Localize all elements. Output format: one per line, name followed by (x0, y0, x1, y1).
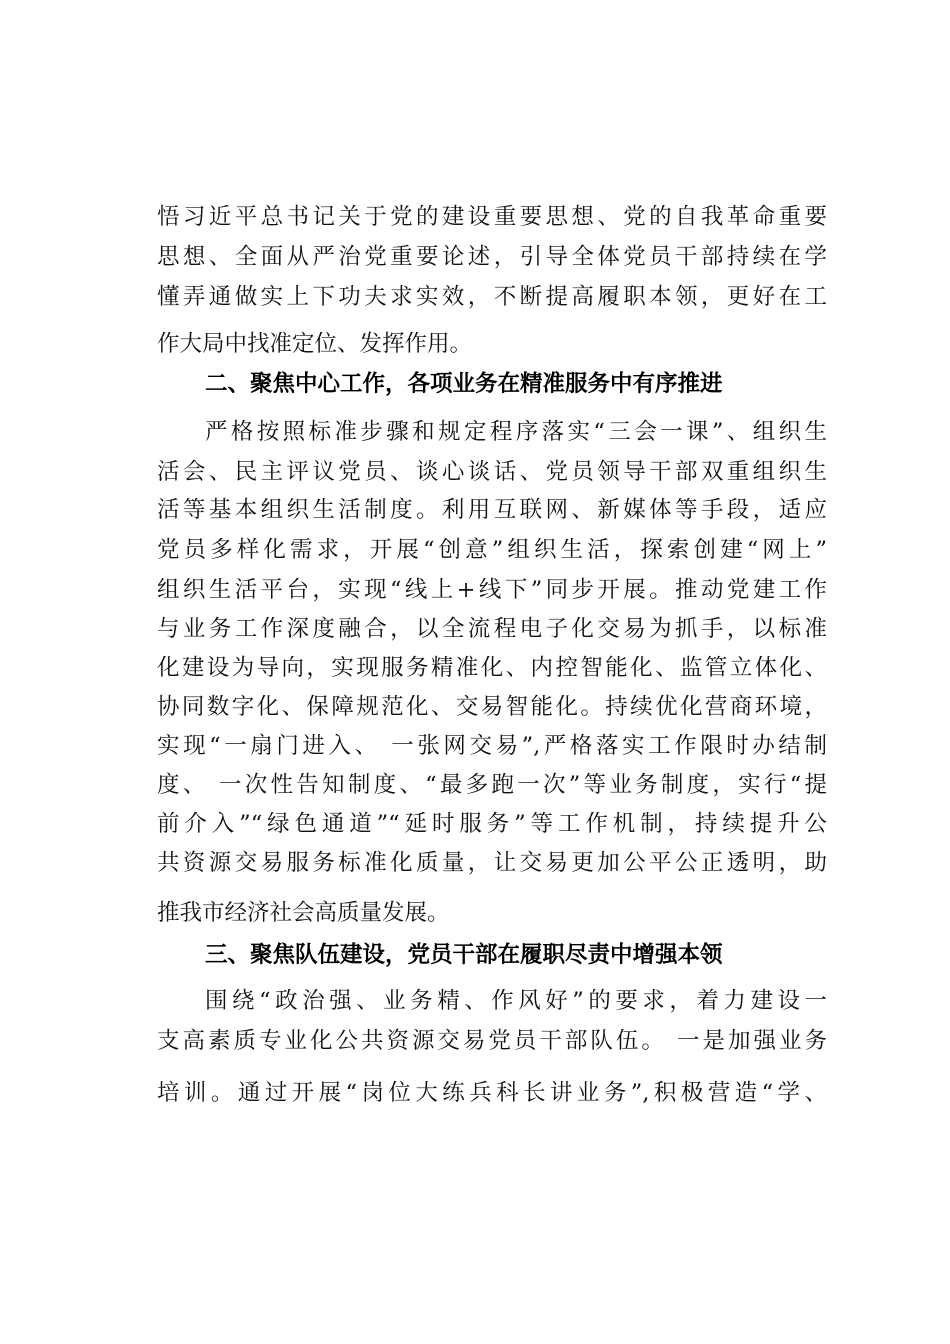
paragraph-2-line-2: 活会、民主评议党员、谈心谈话、党员领导干部双重组织生 (157, 459, 827, 485)
paragraph-1-line-1: 悟习近平总书记关于党的建设重要思想、党的自我革命重要 (157, 204, 827, 230)
paragraph-2-line-11: 前介入”“绿色通道”“延时服务”等工作机制，持续提升公 (157, 811, 827, 837)
paragraph-3-line-1: 围绕“政治强、业务精、作风好”的要求，着力建设一 (205, 988, 827, 1014)
paragraph-2-line-3: 活等基本组织生活制度。利用互联网、新媒体等手段，适应 (157, 497, 827, 523)
paragraph-1-line-3: 懂弄通做实上下功夫求实效，不断提高履职本领，更好在工 (157, 284, 827, 310)
paragraph-2-line-1: 严格按照标准步骤和规定程序落实“三会一课”、组织生 (205, 419, 827, 445)
paragraph-2-line-6: 与业务工作深度融合，以全流程电子化交易为抓手，以标准 (157, 616, 827, 642)
paragraph-2-line-13: 推我市经济社会高质量发展。 (157, 900, 450, 926)
section-heading-3: 三、聚焦队伍建设，党员干部在履职尽责中增强本领 (205, 942, 723, 968)
paragraph-2-line-7: 化建设为导向，实现服务精准化、内控智能化、监管立体化、 (157, 655, 827, 681)
paragraph-2-line-4: 党员多样化需求，开展“创意”组织生活，探索创建“网上” (157, 537, 827, 563)
paragraph-1-line-2: 思想、全面从严治党重要论述，引导全体党员干部持续在学 (157, 244, 827, 270)
paragraph-2-line-12: 共资源交易服务标准化质量，让交易更加公平公正透明，助 (157, 850, 827, 876)
section-heading-2: 二、聚焦中心工作，各项业务在精准服务中有序推进 (205, 371, 723, 397)
paragraph-3-line-2: 支高素质专业化公共资源交易党员干部队伍。 一是加强业务 (157, 1028, 827, 1054)
paragraph-2-line-10: 度、 一次性告知制度、“最多跑一次”等业务制度，实行“提 (157, 772, 827, 798)
paragraph-2-line-9: 实现“一扇门进入、 一张网交易”,严格落实工作限时办结制 (157, 733, 827, 759)
paragraph-2-line-5: 组织生活平台，实现“线上+线下”同步开展。推动党建工作 (157, 577, 827, 603)
paragraph-2-line-8: 协同数字化、保障规范化、交易智能化。持续优化营商环境， (157, 694, 827, 720)
paragraph-3-line-3: 培训。通过开展“岗位大练兵科长讲业务”,积极营造“学、 (157, 1080, 827, 1106)
paragraph-1-line-4: 作大局中找准定位、发挥作用。 (157, 331, 473, 357)
